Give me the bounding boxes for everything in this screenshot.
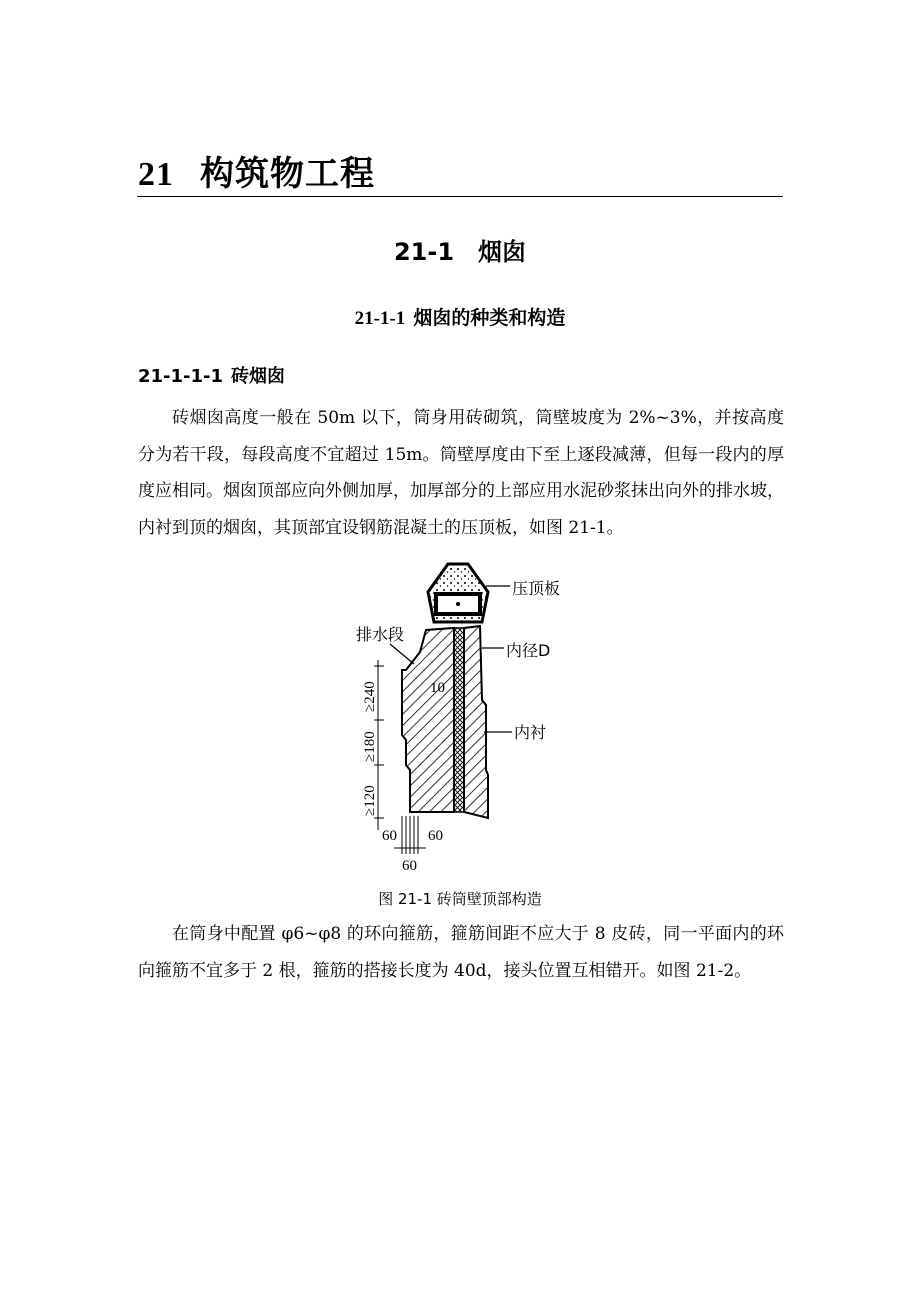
dim-240: ≥240 xyxy=(362,681,378,712)
figure-chimney-top xyxy=(330,560,610,880)
subsection-title xyxy=(0,303,920,330)
label-cap-plate: 压顶板 xyxy=(512,579,561,598)
section-number: 21-1 xyxy=(393,238,455,266)
lining-wall xyxy=(464,626,488,818)
section-title xyxy=(0,232,920,267)
dim-120: ≥120 xyxy=(362,785,378,816)
dim-60-right: 60 xyxy=(428,828,443,844)
label-lining: 内衬 xyxy=(514,723,547,742)
paragraph-brick-chimney: 砖烟囱高度一般在 50m 以下，筒身用砖砌筑，筒壁坡度为 2%~3%，并按高度分为若干段，每段高度不宜超过 15m。筒壁厚度由下至上逐段减薄，但每一段内的厚度应相同。烟囱顶部应向外侧加厚，加厚部分的上部应用水泥砂浆抹出向外的排水坡，内衬到顶的烟囱，其顶部宜设钢筋混凝土的压顶板，如图 21-1。 xyxy=(138,408,784,538)
chapter-name: 构筑物工程 xyxy=(200,154,375,194)
label-drain: 排水段 xyxy=(356,625,405,644)
figure-caption: 图 21-1 砖筒壁顶部构造 xyxy=(378,890,542,908)
subsubsection-name: 砖烟囱 xyxy=(231,366,286,387)
paragraph-hoop-bars: 在筒身中配置 φ6~φ8 的环向箍筋，箍筋间距不应大于 8 皮砖，同一平面内的环向箍筋不宜多于 2 根，箍筋的搭接长度为 40d，接头位置互相错开。如图 21-2。 xyxy=(138,924,784,981)
label-inner-diameter: 内径D xyxy=(506,641,551,660)
dim-180: ≥180 xyxy=(362,731,378,762)
subsubsection-title xyxy=(138,362,285,388)
chapter-title xyxy=(138,146,375,195)
dim-slope: 10 xyxy=(430,680,445,696)
subsubsection-number: 21-1-1-1 xyxy=(138,366,224,387)
section-name: 烟囱 xyxy=(478,238,527,266)
subsection-number: 21-1-1 xyxy=(354,308,406,329)
chapter-rule xyxy=(137,196,783,197)
chapter-number: 21 xyxy=(138,156,174,193)
insulation-strip xyxy=(454,628,464,812)
dim-60-left: 60 xyxy=(382,828,397,844)
subsection-name: 烟囱的种类和构造 xyxy=(413,307,566,329)
cap-plate-shape xyxy=(428,564,488,622)
outer-wall xyxy=(402,628,454,812)
dim-60-bottom: 60 xyxy=(402,858,417,874)
